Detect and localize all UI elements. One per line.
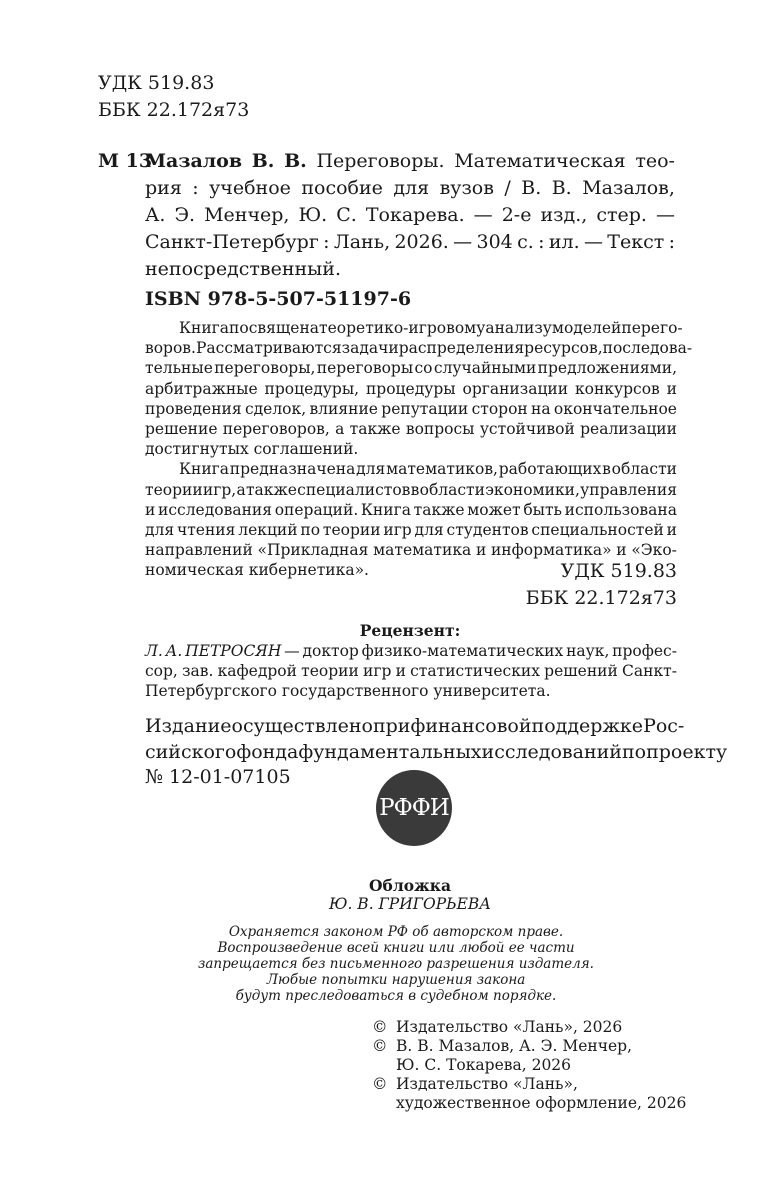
word: Ю.	[298, 204, 328, 226]
word: последова-	[602, 339, 693, 358]
copyright-icon: ©	[372, 1037, 388, 1055]
reviewer-info	[145, 641, 677, 702]
word: работающих	[498, 460, 602, 479]
copyright-text: художественное оформление, 2026	[396, 1094, 687, 1112]
copyright-law-notice	[0, 924, 768, 1004]
word: доктор	[302, 642, 359, 660]
author-mark: М 13	[98, 150, 153, 172]
word: игр,	[202, 480, 237, 499]
word: —	[453, 231, 473, 253]
classification-codes-right	[526, 558, 677, 612]
word: и	[616, 541, 627, 560]
word: по	[621, 740, 647, 763]
word: посвящена	[229, 319, 320, 337]
word: профес-	[612, 642, 677, 660]
cover-designer: Ю. В. ГРИГОРЬЕВА	[328, 895, 492, 913]
word: —	[655, 204, 675, 226]
word: теории	[301, 662, 359, 681]
word: С.	[336, 204, 357, 226]
word: управления	[580, 480, 677, 499]
word: использована	[564, 500, 677, 519]
law-line: Охраняется законом РФ об авторском праве.	[228, 924, 564, 940]
copyright-text: Ю. С. Токарева, 2026	[396, 1056, 572, 1074]
word: кафедрой	[217, 662, 297, 681]
word: на	[531, 399, 551, 418]
word: задачи	[341, 339, 399, 358]
word: воров.	[145, 339, 196, 358]
annotation-line: номическая кибернетика».	[145, 561, 369, 580]
word: области	[419, 480, 485, 499]
word: вопросы	[405, 420, 475, 439]
word: А.	[145, 204, 166, 226]
word: Текст	[607, 231, 665, 253]
word: студентов	[446, 521, 529, 540]
word: 2-е	[501, 204, 532, 226]
word: а	[236, 480, 246, 499]
bibliographic-record	[145, 148, 675, 283]
word: влияние	[309, 399, 378, 418]
word: сделок,	[244, 399, 307, 418]
reviewer-line	[145, 641, 677, 661]
bib-line	[145, 148, 675, 175]
word: Переговоры.	[316, 150, 445, 172]
word: Санкт-Петербург	[145, 231, 319, 253]
law-line: Воспроизведение всей книги или любой ее части	[217, 940, 575, 956]
word: сийского	[145, 740, 237, 763]
word: и	[666, 521, 677, 540]
funding-line	[145, 740, 728, 766]
word: «Прикладная	[257, 541, 369, 560]
word: поддержке	[531, 715, 644, 737]
word: специальностей	[531, 521, 664, 540]
word: по	[300, 521, 321, 540]
word: математиков,	[386, 460, 498, 479]
copyright-text: Издательство «Лань»,	[396, 1075, 578, 1093]
annotation-line	[145, 399, 677, 419]
word: Токарева.	[365, 204, 465, 226]
word: :	[323, 231, 330, 253]
word: переговоры	[316, 359, 414, 378]
word: Книга	[360, 500, 411, 519]
word: переговоры,	[214, 359, 316, 378]
reviewer-heading: Рецензент:	[359, 621, 461, 640]
word: проекту	[646, 740, 728, 763]
word: статистических	[410, 662, 540, 681]
word: арбитражные	[145, 379, 258, 398]
word: 304	[476, 231, 513, 253]
word: для	[356, 460, 386, 479]
word: решение	[145, 420, 218, 439]
word: Книга	[179, 319, 230, 337]
word: быть	[523, 500, 562, 519]
annotation-line	[145, 520, 677, 540]
copyright-text: Издательство «Лань», 2026	[396, 1018, 623, 1036]
word: Математическая	[454, 150, 626, 172]
copyright-block	[372, 1018, 686, 1113]
bib-line	[145, 256, 675, 283]
word: зав.	[182, 662, 214, 681]
rffi-logo	[376, 770, 452, 846]
word: процедуры,	[264, 379, 360, 398]
word: направлений	[145, 541, 253, 560]
word: теории	[322, 521, 381, 540]
word: сторон	[471, 399, 528, 418]
copyright-icon: ©	[372, 1018, 388, 1036]
word: фонда	[236, 740, 299, 763]
word: изд.,	[540, 204, 588, 226]
word: :	[538, 231, 545, 253]
word: моделей	[551, 319, 622, 337]
word: в	[410, 480, 420, 499]
word: В.	[521, 177, 542, 199]
annotation-line	[145, 318, 683, 338]
word: Рассматриваются	[195, 339, 342, 358]
word: фундаментальных	[298, 740, 482, 763]
bib-text: непосредственный.	[145, 258, 342, 280]
word: в	[602, 460, 611, 479]
word: :	[192, 177, 199, 199]
word: вузов	[439, 177, 494, 199]
copyright-line	[372, 1056, 686, 1075]
word: —	[473, 204, 493, 226]
isbn: ISBN 978-5-507-51197-6	[145, 288, 412, 310]
word: для	[393, 177, 430, 199]
word: анализу	[485, 319, 552, 337]
classification-codes-top	[98, 70, 249, 124]
word: организации	[462, 379, 569, 398]
word: распределения	[398, 339, 525, 358]
reviewer-line	[145, 661, 677, 681]
word: может	[467, 500, 521, 519]
copyright-line	[372, 1037, 686, 1056]
word: осуществлено	[231, 715, 373, 737]
word: «Эко-	[631, 541, 677, 560]
word: также	[349, 420, 401, 439]
word: лекций	[238, 521, 298, 540]
word: ил.	[548, 231, 580, 253]
word: конкурсов	[574, 379, 660, 398]
word: предложениями,	[537, 359, 677, 378]
word: Книга	[179, 460, 230, 479]
law-line: будут преследоваться в судебном порядке.	[235, 988, 557, 1004]
copyright-line	[372, 1075, 686, 1094]
word: В.	[551, 177, 572, 199]
word: тельные	[145, 359, 213, 378]
annotation-line	[145, 338, 693, 358]
word: Л.	[145, 642, 163, 660]
word: стер.	[596, 204, 647, 226]
word: репутации	[381, 399, 469, 418]
word: специалистов	[297, 480, 411, 499]
word: и	[395, 662, 406, 681]
word: экономики,	[485, 480, 580, 499]
word: и	[145, 500, 156, 519]
annotation-line	[145, 419, 677, 439]
word: для	[414, 521, 444, 540]
copyright-line	[372, 1018, 686, 1037]
word: также	[413, 500, 465, 519]
bib-line	[145, 202, 675, 229]
word: математика	[373, 541, 472, 560]
word: 2026.	[394, 231, 449, 253]
word: окончательное	[553, 399, 677, 418]
word: Санкт-	[622, 662, 677, 681]
copyright-line	[372, 1094, 686, 1113]
word: операций.	[274, 500, 359, 519]
bbk-code: ББК 22.172я73	[525, 587, 677, 609]
word: /	[504, 177, 511, 199]
word: переговоров,	[222, 420, 330, 439]
word: области	[611, 460, 677, 479]
word: :	[668, 231, 675, 253]
copyright-icon: ©	[372, 1075, 388, 1093]
rffi-logo-text: РФФИ	[379, 795, 449, 821]
word: случайными	[433, 359, 537, 378]
annotation-line: достигнутых соглашений.	[145, 440, 359, 459]
word: процедуры	[365, 379, 456, 398]
annotation-line	[145, 379, 677, 399]
word: Лань,	[333, 231, 391, 253]
word: игр	[383, 521, 412, 540]
word: рия	[145, 177, 182, 199]
word: предназначена	[229, 460, 356, 479]
word: информатика»	[490, 541, 612, 560]
annotation	[145, 318, 693, 581]
word: ПЕТРОСЯН	[185, 642, 282, 660]
word: а	[335, 420, 345, 439]
reviewer-line: Петербургского государственного университета.	[145, 682, 551, 701]
word: физико-математических	[361, 642, 564, 660]
cover-heading: Обложка	[369, 876, 451, 895]
word: наук,	[566, 642, 610, 660]
word: устойчивой	[479, 420, 575, 439]
annotation-line	[145, 500, 677, 520]
word: проведения	[145, 399, 242, 418]
word: В.	[251, 150, 275, 172]
word: тео-	[635, 150, 675, 172]
word: реализации	[580, 420, 677, 439]
annotation-line	[145, 459, 677, 479]
bbk-code: ББК 22.172я73	[98, 99, 250, 121]
word: сор,	[145, 662, 178, 681]
word: исследования	[158, 500, 273, 519]
word: при	[372, 715, 411, 737]
word: Менчер,	[204, 204, 290, 226]
word: перего-	[621, 319, 683, 337]
word: с.	[517, 231, 534, 253]
word: игр	[363, 662, 392, 681]
funding-line	[145, 714, 685, 740]
word: чтения	[176, 521, 236, 540]
word: также	[245, 480, 297, 499]
word: теоретико-игровому	[319, 319, 486, 337]
annotation-line	[145, 358, 677, 378]
word: финансовой	[410, 715, 532, 737]
funding-line: № 12-01-07105	[145, 766, 291, 788]
annotation-line	[145, 480, 677, 500]
copyright-text: В. В. Мазалов, А. Э. Менчер,	[396, 1037, 633, 1055]
word: Издание	[145, 715, 232, 737]
word: ресурсов,	[524, 339, 603, 358]
word: теории	[145, 480, 203, 499]
word: В.	[284, 150, 307, 172]
word: Мазалов	[145, 150, 243, 172]
word: со	[414, 359, 433, 378]
law-line: Любые попытки нарушения закона	[266, 972, 526, 988]
word: и	[666, 379, 677, 398]
word: —	[284, 642, 300, 660]
word: Э.	[174, 204, 196, 226]
word: Рос-	[643, 715, 685, 737]
word: пособие	[301, 177, 383, 199]
word: и	[475, 541, 487, 560]
word: —	[583, 231, 603, 253]
bib-line	[145, 229, 675, 256]
bib-line	[145, 175, 675, 202]
udk-code: УДК 519.83	[560, 560, 677, 582]
word: учебное	[209, 177, 291, 199]
word: для	[145, 521, 175, 540]
word: Мазалов,	[582, 177, 675, 199]
word: решений	[544, 662, 618, 681]
law-line: запрещается без письменного разрешения издателя.	[198, 956, 594, 972]
word: исследований	[481, 740, 622, 763]
udk-code: УДК 519.83	[98, 72, 215, 94]
word: А.	[165, 642, 183, 660]
